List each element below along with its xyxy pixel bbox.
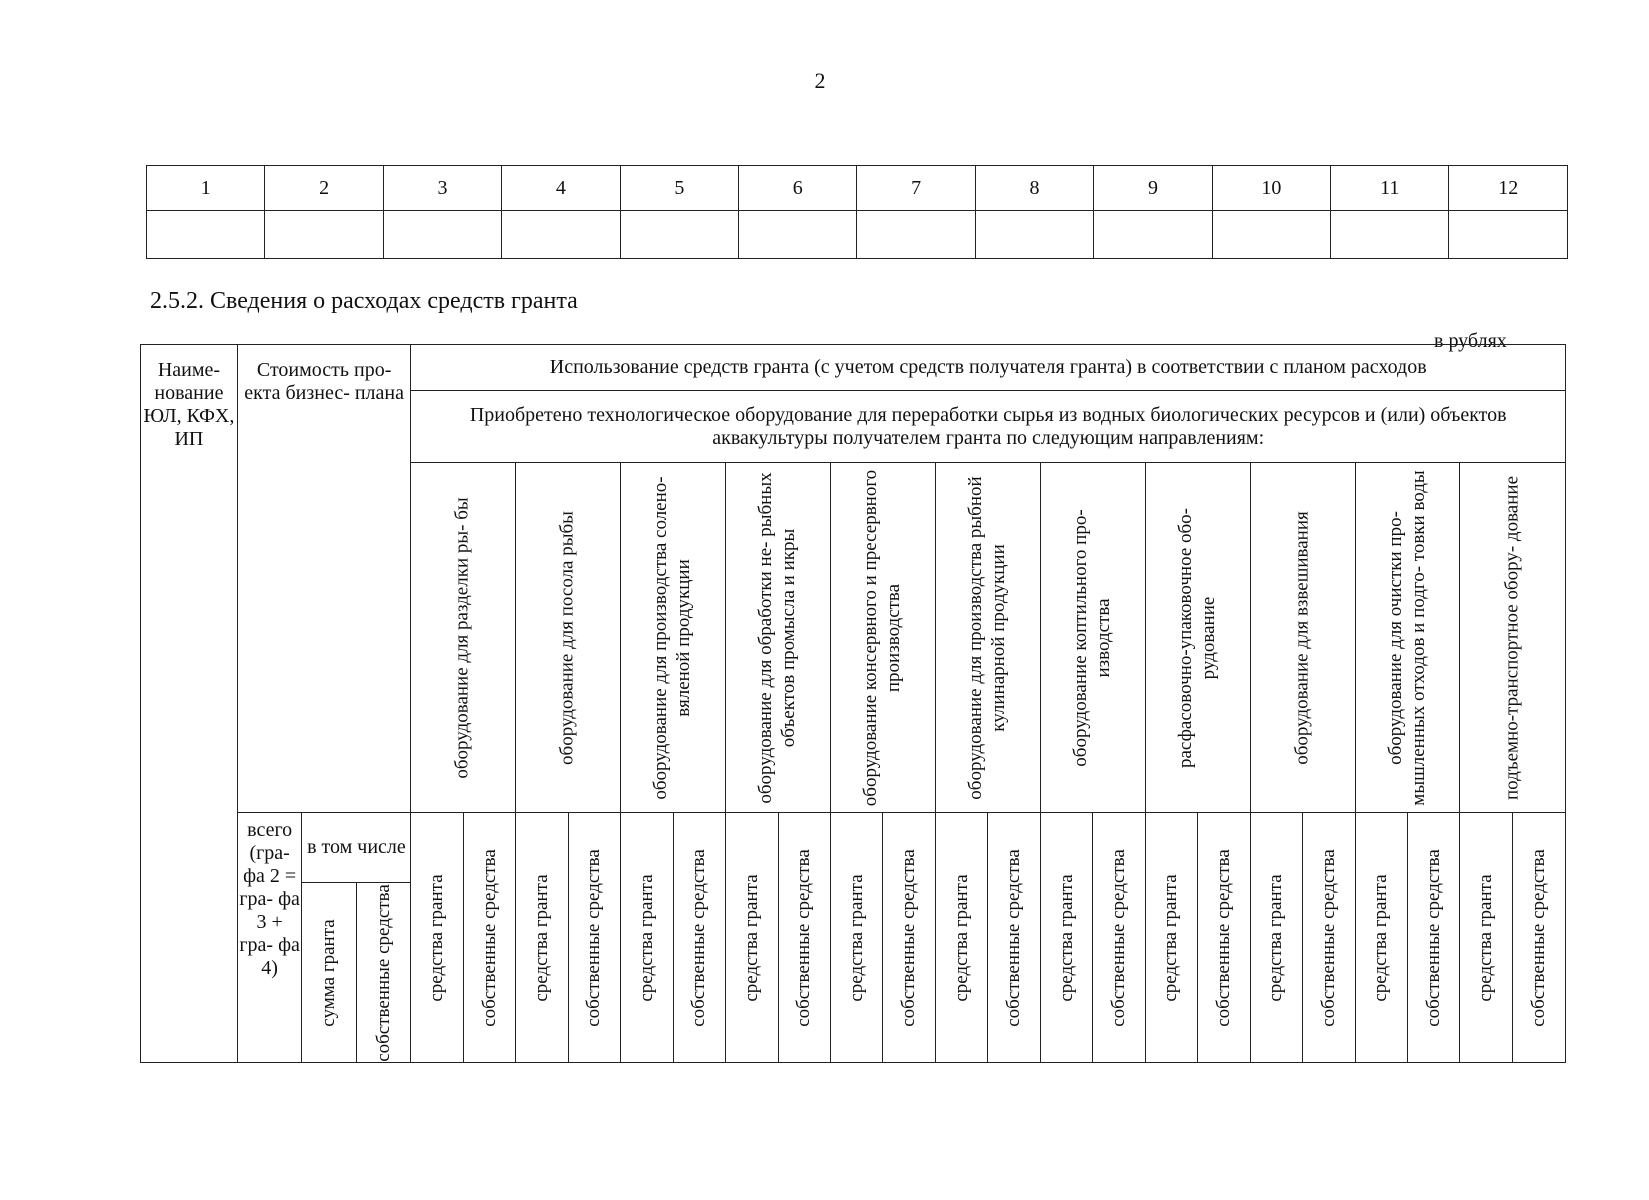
column-number-cell: 10 [1212,166,1330,211]
equipment-category-header [935,463,1040,813]
empty-cell [502,211,620,259]
page-number: 2 [814,68,826,93]
equipment-category-header [1250,463,1355,813]
empty-cell [1449,211,1568,259]
equipment-category-label: оборудование для очистки про- мышленных отходов и подго- товки воды [1384,469,1429,806]
grant-funds-subheader [1355,813,1407,1063]
equipment-category-header [411,463,516,813]
grant-funds-label: средства гранта [845,873,867,1002]
equipment-category-header [1145,463,1250,813]
equipment-category-header [1040,463,1145,813]
grant-funds-label: средства гранта [1370,873,1392,1002]
grant-funds-label: средства гранта [531,873,553,1002]
grant-usage-header: Использование средств гранта (с учетом средств получателя гранта) в соответствии с планом расходов [411,345,1566,391]
grant-expenses-table [140,344,1566,1063]
own-funds-label: собственные средства [1422,848,1444,1027]
own-funds-subheader [568,813,620,1063]
own-funds-subheader [988,813,1040,1063]
grant-funds-label: средства гранта [1265,873,1287,1002]
own-funds-subheader [1198,813,1250,1063]
grant-funds-subheader [516,813,568,1063]
equipment-category-label: оборудование для взвешивания [1291,510,1313,765]
grant-funds-label: средства гранта [636,873,658,1002]
units-note: в рублях [1434,330,1507,352]
total-header: всего (гра- фа 2 = гра- фа 3 + гра- фа 4) [237,813,302,1063]
own-funds-label: собственные средства [793,848,815,1027]
grant-funds-subheader [935,813,987,1063]
section-title: 2.5.2. Сведения о расходах средств гранта [150,288,578,314]
own-funds-label: собственные средства [1003,848,1025,1027]
column-number-cell: 9 [1094,166,1212,211]
empty-cell [1094,211,1212,259]
equipment-category-label: оборудование для разделки ры- бы [451,496,473,779]
including-header: в том числе [302,813,411,883]
column-number-cell: 1 [147,166,265,211]
own-funds-subheader [463,813,515,1063]
empty-cell [739,211,857,259]
empty-cell [1212,211,1330,259]
own-funds-subheader [673,813,725,1063]
column-number-cell: 11 [1331,166,1449,211]
grant-funds-subheader [621,813,673,1063]
own-funds-label: собственные средства [372,883,394,1062]
own-funds-label: собственные средства [583,848,605,1027]
equipment-acquired-header: Приобретено технологическое оборудование для переработки сырья из водных биологических ресурсов и (или) объектов аквакультуры получателем гранта по следующим направлениям: [411,391,1566,463]
column-number-cell: 5 [620,166,738,211]
own-funds-label: собственные средства [688,848,710,1027]
grant-amount-label: сумма гранта [318,918,340,1027]
empty-cell [857,211,975,259]
equipment-category-label: подъемно-транспортное обору- дование [1501,475,1523,800]
continuation-table [146,165,1568,259]
own-funds-subheader [883,813,935,1063]
column-number-cell: 2 [265,166,383,211]
empty-cell [383,211,501,259]
column-number-cell: 4 [502,166,620,211]
column-number-cell: 6 [739,166,857,211]
empty-cell [265,211,383,259]
empty-cell [975,211,1093,259]
own-funds-subheader [1093,813,1145,1063]
own-funds-label: собственные средства [1213,848,1234,1027]
name-column-header: Наиме- нование ЮЛ, КФХ, ИП [141,345,238,1063]
equipment-category-label: оборудование коптильного про- изводства [1070,508,1114,767]
grant-funds-subheader [1145,813,1197,1063]
own-funds-label: собственные средства [1317,848,1339,1027]
own-funds-subheader [1408,813,1460,1063]
grant-funds-label: средства гранта [1475,873,1497,1002]
own-funds-label: собственные средства [478,848,500,1027]
grant-amount-header [302,883,356,1063]
own-funds-subheader [778,813,830,1063]
own-funds-label: собственные средства [898,848,920,1027]
empty-cell [620,211,738,259]
project-cost-header: Стоимость про- екта бизнес- плана [237,345,411,813]
equipment-category-header [1355,463,1460,813]
grant-funds-subheader [1250,813,1302,1063]
grant-funds-subheader [726,813,778,1063]
grant-funds-label: средства гранта [426,873,448,1002]
own-funds-subheader [1512,813,1565,1063]
equipment-category-label: оборудование для производства солено-вяленой продукции [650,475,695,800]
empty-cell [1331,211,1449,259]
equipment-category-label: оборудование для обработки не- рыбных объектов промысла и икры [755,471,800,804]
equipment-category-label: оборудование для производства рыбной кулинарной продукции [965,475,1009,800]
column-number-cell: 7 [857,166,975,211]
equipment-category-label: оборудование для посола рыбы [556,510,578,765]
equipment-category-header [726,463,831,813]
empty-cell [147,211,265,259]
equipment-category-header [1460,463,1566,813]
grant-funds-label: средства гранта [1055,873,1077,1002]
grant-funds-label: средства гранта [950,873,972,1002]
equipment-category-header [516,463,621,813]
column-number-cell: 8 [975,166,1093,211]
grant-funds-subheader [1460,813,1512,1063]
grant-funds-subheader [1040,813,1092,1063]
own-funds-subheader [1303,813,1355,1063]
grant-funds-label: средства гранта [740,873,762,1002]
equipment-category-header [621,463,726,813]
grant-funds-subheader [831,813,883,1063]
equipment-category-header [831,463,936,813]
own-funds-label: собственные средства [1528,848,1550,1027]
equipment-category-label: расфасовочно-упаковочное обо- рудование [1174,507,1219,768]
grant-funds-label: средства гранта [1160,873,1182,1002]
equipment-category-label: оборудование консервного и пресервного производства [860,469,904,806]
own-funds-label: собственные средства [1108,848,1130,1027]
column-number-cell: 12 [1449,166,1568,211]
own-funds-header [356,883,411,1063]
grant-funds-subheader [411,813,463,1063]
column-number-cell: 3 [383,166,501,211]
